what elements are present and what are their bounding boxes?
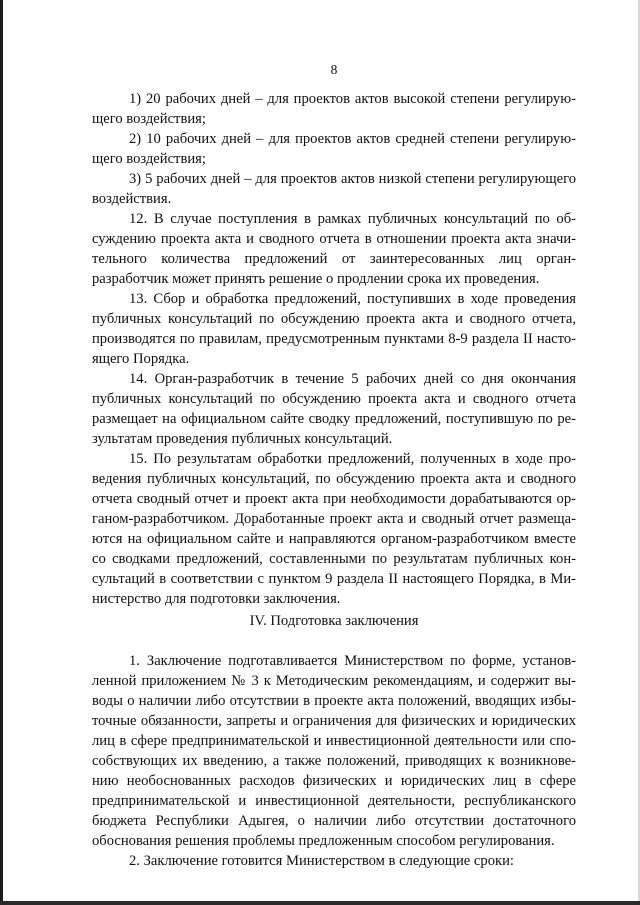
text-line: тельного количества предложений от заинтересованных лиц орган- (92, 251, 576, 267)
text-line: отчета сводный отчет и проект акта при необходимости дорабатываются ор- (92, 491, 576, 507)
text-line: 1. Заключение подготавливается Министерством по форме, установ- (129, 653, 576, 669)
text-line: публичных консультаций по обсуждению проекта акта и сводного отчета, (92, 311, 576, 327)
text-line: предпринимательской и инвестиционной деятельности, республиканского (92, 793, 576, 809)
text-line: зультатам проведения публичных консультаций. (92, 431, 393, 447)
text-line: нистерство для подготовки заключения. (92, 591, 341, 607)
text-line: обоснования решения проблемы предложенным способом регулирования. (92, 833, 555, 849)
text-line: щего воздействия; (92, 151, 206, 167)
text-line: ганом-разработчиком. Доработанные проект акта и сводный отчет размеща- (92, 511, 576, 527)
text-line: воды о наличии либо отсутствии в проекте акта положений, вводящих избы- (92, 693, 576, 709)
text-line: 1) 20 рабочих дней – для проектов актов высокой степени регулирую- (129, 91, 576, 107)
text-line: ются на официальном сайте и направляются органом-разработчиком вместе (92, 531, 576, 547)
text-line: 12. В случае поступления в рамках публичных консультаций по об- (129, 211, 576, 227)
text-line: бюджета Республики Адыгея, о наличии либо отсутствии достаточного (92, 813, 576, 829)
text-line: воздействия. (92, 191, 172, 207)
text-line: лиц в сфере предпринимательской и инвестиционной деятельности или спо- (92, 733, 576, 749)
text-line: производятся по правилам, предусмотренным пунктами 8-9 раздела II насто- (92, 331, 576, 347)
text-line: суждению проекта акта и сводного отчета в отношении проекта акта значи- (92, 231, 576, 247)
text-line: 2) 10 рабочих дней – для проектов актов средней степени регулирую- (129, 131, 576, 147)
page-number: 8 (330, 62, 338, 77)
text-line: размещает на официальном сайте сводку предложений, поступившую по ре- (92, 411, 576, 427)
text-line: точные обязанности, запреты и ограничения для физических и юридических (92, 713, 576, 729)
text-line: щего воздействия; (92, 111, 206, 127)
section-heading: IV. Подготовка заключения (249, 613, 419, 629)
text-line: 2. Заключение готовится Министерством в следующие сроки: (129, 853, 514, 869)
scan-edge-bottom (0, 901, 640, 905)
text-line: со сводками предложений, составленными по результатам публичных кон- (92, 551, 576, 567)
text-line: сультаций в соответствии с пунктом 9 раздела II настоящего Порядка, в Ми- (92, 571, 576, 587)
text-line: нию необоснованных расходов физических и юридических лиц в сфере (92, 773, 576, 789)
text-line: ведения публичных консультаций, по обсуждению проекта акта и сводного (92, 471, 576, 487)
text-line: собствующих их введению, а также положений, приводящих к возникнове- (92, 753, 576, 769)
text-line: 3) 5 рабочих дней – для проектов актов низкой степени регулирующего (129, 171, 576, 187)
scan-edge-left (0, 0, 3, 905)
text-line: публичных консультаций по обсуждению проекта акта и сводного отчета (92, 391, 576, 407)
text-line: ящего Порядка. (92, 351, 190, 367)
text-line: 15. По результатам обработки предложений, полученных в ходе про- (129, 451, 576, 467)
text-line: 13. Сбор и обработка предложений, поступивших в ходе проведения (129, 291, 576, 307)
text-line: разработчик может принять решение о продлении срока их проведения. (92, 271, 540, 287)
text-line: ленной приложением № 3 к Методическим рекомендациям, и содержит вы- (92, 673, 576, 689)
text-line: 14. Орган-разработчик в течение 5 рабочих дней со дня окончания (129, 371, 576, 387)
